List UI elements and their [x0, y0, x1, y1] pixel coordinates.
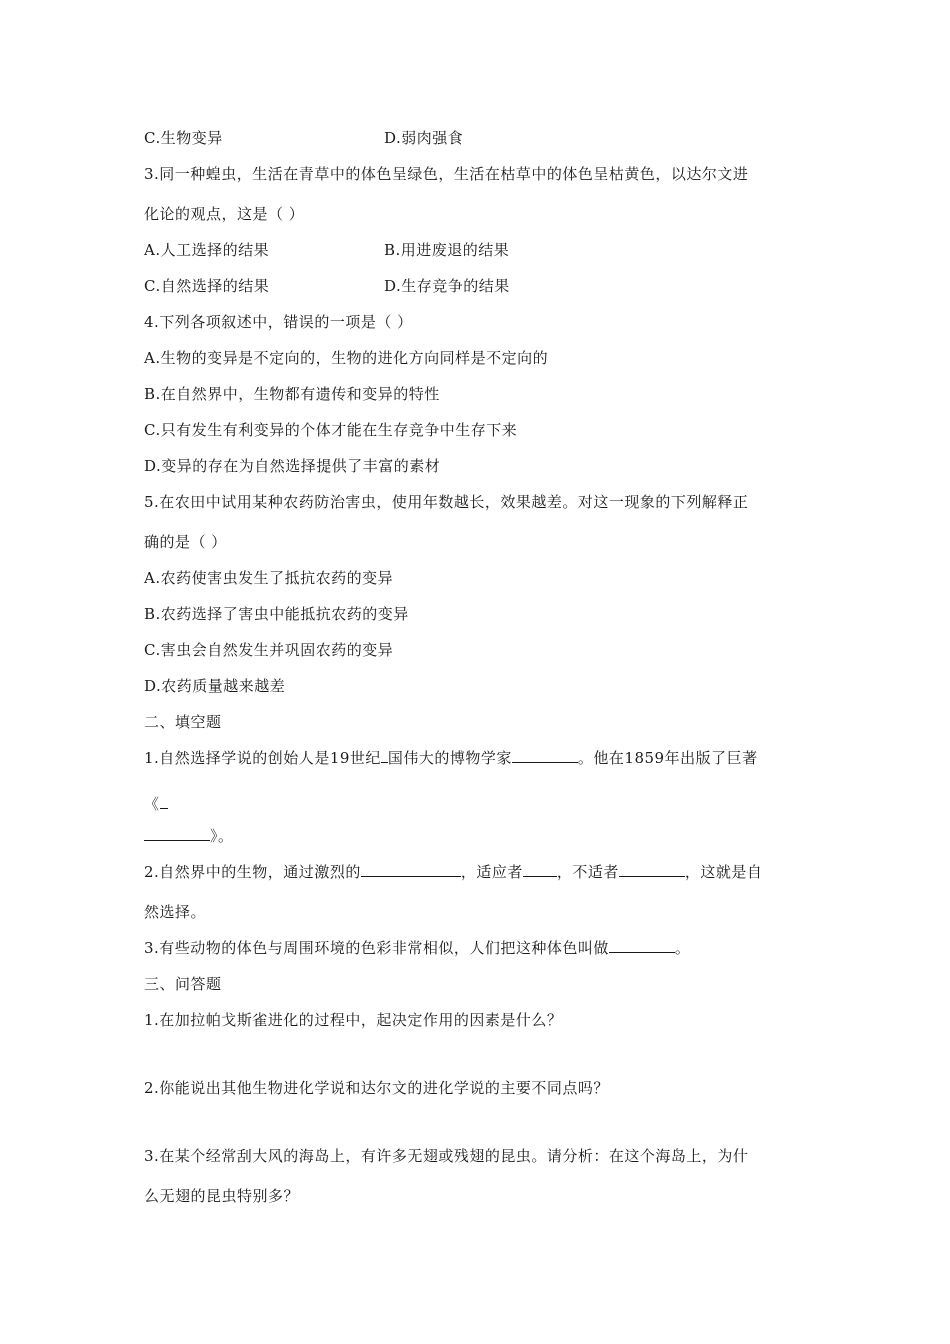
- question-5-text-cont: 确的是（ ）: [144, 533, 227, 551]
- option-d: D.弱肉强食: [384, 129, 464, 147]
- section-heading-qa: 三、问答题: [144, 975, 222, 993]
- fill-question-1: [144, 748, 758, 768]
- fill-question-2-cont: 然选择。: [144, 903, 207, 921]
- fill-text: ，适应者: [460, 863, 523, 881]
- option-d: D.变异的存在为自然选择提供了丰富的素材: [144, 457, 441, 475]
- answer-blank[interactable]: [361, 862, 461, 877]
- option-a: A.农药使害虫发生了抵抗农药的变异: [144, 569, 394, 587]
- option-b: B.在自然界中，生物都有遗传和变异的特性: [144, 385, 440, 403]
- qa-question-1: 1.在加拉帕戈斯雀进化的过程中，起决定作用的因素是什么？: [144, 1011, 563, 1029]
- fill-question-1-cont: [144, 794, 168, 814]
- option-row: [144, 240, 510, 260]
- fill-text: 国伟大的博物学家: [387, 749, 512, 767]
- book-close-bracket: 》。: [210, 827, 234, 845]
- option-c: C.只有发生有利变异的个体才能在生存竞争中生存下来: [144, 421, 518, 439]
- question-3-text: 3.同一种蝗虫，生活在青草中的体色呈绿色，生活在枯草中的体色呈枯黄色，以达尔文进: [144, 165, 749, 183]
- answer-blank[interactable]: [381, 748, 388, 763]
- option-c: C.生物变异: [144, 129, 223, 147]
- answer-blank[interactable]: [619, 862, 685, 877]
- qa-question-3: 3.在某个经常刮大风的海岛上，有许多无翅或残翅的昆虫。请分析：在这个海岛上，为什: [144, 1147, 749, 1165]
- option-a: A.生物的变异是不定向的，生物的进化方向同样是不定向的: [144, 349, 549, 367]
- fill-text: 1.自然选择学说的创始人是19世纪: [144, 749, 381, 767]
- question-5-text: 5.在农田中试用某种农药防治害虫，使用年数越长，效果越差。对这一现象的下列解释正: [144, 493, 749, 511]
- fill-text: 。: [674, 939, 691, 957]
- qa-question-2: 2.你能说出其他生物进化学说和达尔文的进化学说的主要不同点吗？: [144, 1079, 609, 1097]
- option-a: A.人工选择的结果: [144, 241, 270, 259]
- option-d: D.生存竞争的结果: [384, 277, 510, 295]
- option-row: [144, 276, 510, 296]
- option-b: B.农药选择了害虫中能抵抗农药的变异: [144, 605, 409, 623]
- book-open-bracket: 《: [144, 795, 160, 813]
- answer-blank[interactable]: [144, 826, 210, 841]
- option-d: D.农药质量越来越差: [144, 677, 286, 695]
- option-row: [144, 128, 464, 148]
- option-b: B.用进废退的结果: [384, 241, 510, 259]
- fill-question-2: [144, 862, 762, 882]
- answer-blank[interactable]: [609, 938, 675, 953]
- section-heading-fill-in: 二、填空题: [144, 713, 222, 731]
- fill-text: ，这就是自: [684, 863, 763, 881]
- fill-question-1-cont: [144, 826, 234, 846]
- option-c: C.害虫会自然发生并巩固农药的变异: [144, 641, 394, 659]
- fill-text: ，不适者: [556, 863, 619, 881]
- answer-blank[interactable]: [512, 748, 578, 763]
- answer-blank[interactable]: [160, 794, 168, 809]
- qa-question-3-cont: 么无翅的昆虫特别多？: [144, 1187, 300, 1205]
- fill-text: 2.自然界中的生物，通过激烈的: [144, 863, 361, 881]
- fill-question-3: [144, 938, 690, 958]
- question-3-text-cont: 化论的观点，这是（ ）: [144, 205, 305, 223]
- option-c: C.自然选择的结果: [144, 277, 270, 295]
- fill-text: 3.有些动物的体色与周围环境的色彩非常相似，人们把这种体色叫做: [144, 939, 609, 957]
- question-4-text: 4.下列各项叙述中，错误的一项是（ ）: [144, 313, 413, 331]
- answer-blank[interactable]: [523, 862, 557, 877]
- fill-text: 。他在1859年出版了巨著: [577, 749, 758, 767]
